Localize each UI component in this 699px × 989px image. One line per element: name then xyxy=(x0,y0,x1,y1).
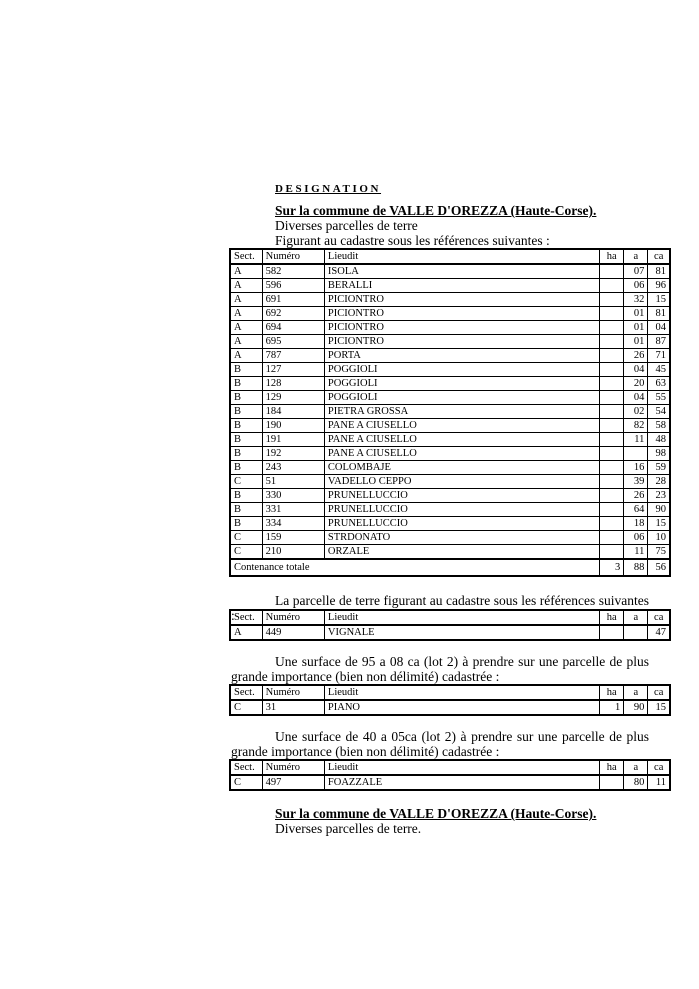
cell-numero: 51 xyxy=(262,475,324,489)
table-header-row xyxy=(230,685,670,700)
cadastre-table-section2 xyxy=(229,609,671,641)
table-row xyxy=(230,447,670,461)
table-row xyxy=(230,625,670,640)
cell-sect: B xyxy=(230,363,262,377)
cell-a: 01 xyxy=(624,335,648,349)
col-numero-header: Numéro xyxy=(262,249,324,264)
cell-ha xyxy=(600,307,624,321)
cell-lieudit: STRDONATO xyxy=(324,531,599,545)
section4-intro: Une surface de 40 a 05ca (lot 2) à prendre sur une parcelle de plus grande importance (bien non délimité) cadastrée : xyxy=(231,729,649,759)
col-numero-header: Numéro xyxy=(262,760,324,775)
cell-ha xyxy=(600,321,624,335)
table-row xyxy=(230,307,670,321)
cell-sect: C xyxy=(230,700,262,715)
cell-lieudit: PICIONTRO xyxy=(324,321,599,335)
cell-ha xyxy=(600,377,624,391)
cell-sect: C xyxy=(230,475,262,489)
cell-ha xyxy=(600,349,624,363)
cell-numero: 691 xyxy=(262,293,324,307)
cell-ca: 11 xyxy=(648,775,670,790)
cell-lieudit: COLOMBAJE xyxy=(324,461,599,475)
cell-ca: 55 xyxy=(648,391,670,405)
cell-sect: A xyxy=(230,321,262,335)
cell-ca: 54 xyxy=(648,405,670,419)
cell-a: 11 xyxy=(624,433,648,447)
cell-lieudit: PIETRA GROSSA xyxy=(324,405,599,419)
cell-lieudit: ORZALE xyxy=(324,545,599,560)
cell-ha xyxy=(600,363,624,377)
cell-lieudit: FOAZZALE xyxy=(324,775,599,790)
cell-a: 02 xyxy=(624,405,648,419)
cell-a: 80 xyxy=(624,775,648,790)
table-row xyxy=(230,377,670,391)
cell-ca: 90 xyxy=(648,503,670,517)
cell-sect: B xyxy=(230,377,262,391)
cell-a: 01 xyxy=(624,307,648,321)
cell-numero: 692 xyxy=(262,307,324,321)
cell-lieudit: POGGIOLI xyxy=(324,391,599,405)
commune-title: Sur la commune de VALLE D'OREZZA (Haute-Corse). xyxy=(275,203,597,218)
cell-numero: 127 xyxy=(262,363,324,377)
cell-numero: 330 xyxy=(262,489,324,503)
cell-ha xyxy=(600,461,624,475)
cell-a: 01 xyxy=(624,321,648,335)
cell-lieudit: VADELLO CEPPO xyxy=(324,475,599,489)
cell-sect: A xyxy=(230,264,262,279)
cell-ca: 71 xyxy=(648,349,670,363)
cell-ha xyxy=(600,419,624,433)
cell-ha xyxy=(600,293,624,307)
table-row xyxy=(230,405,670,419)
cell-sect: A xyxy=(230,307,262,321)
cell-numero: 243 xyxy=(262,461,324,475)
table-header-row xyxy=(230,249,670,264)
cell-numero: 497 xyxy=(262,775,324,790)
table-row xyxy=(230,321,670,335)
cell-lieudit: PRUNELLUCCIO xyxy=(324,503,599,517)
cell-ha xyxy=(600,625,624,640)
cell-lieudit: ISOLA xyxy=(324,264,599,279)
cell-numero: 31 xyxy=(262,700,324,715)
col-sect-header: Sect. xyxy=(230,610,262,625)
table-row xyxy=(230,489,670,503)
cell-ca: 98 xyxy=(648,447,670,461)
cell-a: 04 xyxy=(624,391,648,405)
cell-ha xyxy=(600,264,624,279)
cell-sect: A xyxy=(230,349,262,363)
cell-sect: B xyxy=(230,489,262,503)
table-row xyxy=(230,775,670,790)
cell-lieudit: PICIONTRO xyxy=(324,335,599,349)
col-numero-header: Numéro xyxy=(262,610,324,625)
cell-a: 04 xyxy=(624,363,648,377)
col-ca-header: ca xyxy=(648,249,670,264)
cell-ca: 10 xyxy=(648,531,670,545)
cell-ca: 58 xyxy=(648,419,670,433)
cell-sect: B xyxy=(230,391,262,405)
table-row xyxy=(230,517,670,531)
cell-lieudit: PICIONTRO xyxy=(324,293,599,307)
cell-a: 16 xyxy=(624,461,648,475)
col-ha-header: ha xyxy=(600,760,624,775)
cell-sect: B xyxy=(230,461,262,475)
cell-sect: B xyxy=(230,433,262,447)
col-a-header: a xyxy=(624,685,648,700)
cell-numero: 184 xyxy=(262,405,324,419)
cell-numero: 331 xyxy=(262,503,324,517)
cell-lieudit: PANE A CIUSELLO xyxy=(324,433,599,447)
cell-ca: 47 xyxy=(648,625,670,640)
col-a-header: a xyxy=(624,760,648,775)
cell-numero: 695 xyxy=(262,335,324,349)
cell-ha xyxy=(600,405,624,419)
col-lieudit-header: Lieudit xyxy=(324,610,599,625)
cell-ca: 81 xyxy=(648,264,670,279)
cell-numero: 192 xyxy=(262,447,324,461)
table-row xyxy=(230,279,670,293)
cell-ca: 15 xyxy=(648,517,670,531)
cell-numero: 582 xyxy=(262,264,324,279)
table-row xyxy=(230,391,670,405)
cell-sect: A xyxy=(230,293,262,307)
table-row xyxy=(230,335,670,349)
cell-a: 32 xyxy=(624,293,648,307)
intro-line-2: Figurant au cadastre sous les références suivantes : xyxy=(275,233,550,248)
cell-ha xyxy=(600,775,624,790)
table-row xyxy=(230,433,670,447)
cell-sect: B xyxy=(230,419,262,433)
cell-ha xyxy=(600,503,624,517)
cell-numero: 449 xyxy=(262,625,324,640)
cell-lieudit: PANE A CIUSELLO xyxy=(324,447,599,461)
cell-a: 07 xyxy=(624,264,648,279)
cell-numero: 210 xyxy=(262,545,324,560)
col-ha-header: ha xyxy=(600,610,624,625)
table-row xyxy=(230,419,670,433)
col-ha-header: ha xyxy=(600,685,624,700)
col-ha-header: ha xyxy=(600,249,624,264)
cell-ha xyxy=(600,475,624,489)
cell-ca: 63 xyxy=(648,377,670,391)
cell-ca: 04 xyxy=(648,321,670,335)
cell-lieudit: PICIONTRO xyxy=(324,307,599,321)
cell-a: 18 xyxy=(624,517,648,531)
cell-ca: 15 xyxy=(648,293,670,307)
cell-lieudit: PRUNELLUCCIO xyxy=(324,517,599,531)
cell-ca: 59 xyxy=(648,461,670,475)
cadastre-table-main xyxy=(229,248,671,577)
table-row xyxy=(230,503,670,517)
total-ha: 3 xyxy=(600,559,624,576)
cell-sect: C xyxy=(230,775,262,790)
cell-ca: 28 xyxy=(648,475,670,489)
col-sect-header: Sect. xyxy=(230,685,262,700)
cell-a: 90 xyxy=(624,700,648,715)
cell-lieudit: PANE A CIUSELLO xyxy=(324,419,599,433)
cell-numero: 787 xyxy=(262,349,324,363)
cell-ha xyxy=(600,545,624,560)
table-row xyxy=(230,349,670,363)
cell-sect: B xyxy=(230,405,262,419)
col-numero-header: Numéro xyxy=(262,685,324,700)
table-header-row xyxy=(230,610,670,625)
table-row xyxy=(230,545,670,560)
cell-numero: 191 xyxy=(262,433,324,447)
closing-line: Diverses parcelles de terre. xyxy=(275,821,422,836)
col-a-header: a xyxy=(624,249,648,264)
cell-numero: 334 xyxy=(262,517,324,531)
cell-sect: B xyxy=(230,517,262,531)
total-row xyxy=(230,559,670,576)
cell-a: 06 xyxy=(624,531,648,545)
col-ca-header: ca xyxy=(648,760,670,775)
col-sect-header: Sect. xyxy=(230,760,262,775)
col-ca-header: ca xyxy=(648,685,670,700)
table-row xyxy=(230,700,670,715)
table-row xyxy=(230,363,670,377)
cadastre-table-section4 xyxy=(229,759,671,791)
cell-lieudit: PRUNELLUCCIO xyxy=(324,489,599,503)
table-row xyxy=(230,475,670,489)
cell-ca: 87 xyxy=(648,335,670,349)
cell-ha xyxy=(600,517,624,531)
col-lieudit-header: Lieudit xyxy=(324,249,599,264)
cell-ca: 96 xyxy=(648,279,670,293)
cell-ha xyxy=(600,335,624,349)
cell-a: 26 xyxy=(624,349,648,363)
cell-sect: C xyxy=(230,531,262,545)
total-label: Contenance totale xyxy=(230,559,600,576)
cell-ca: 23 xyxy=(648,489,670,503)
cell-a: 82 xyxy=(624,419,648,433)
cell-ca: 45 xyxy=(648,363,670,377)
cell-ca: 15 xyxy=(648,700,670,715)
cell-a: 06 xyxy=(624,279,648,293)
cell-lieudit: PIANO xyxy=(324,700,599,715)
col-lieudit-header: Lieudit xyxy=(324,760,599,775)
col-lieudit-header: Lieudit xyxy=(324,685,599,700)
cell-a: 20 xyxy=(624,377,648,391)
cell-lieudit: BERALLI xyxy=(324,279,599,293)
cell-ha xyxy=(600,433,624,447)
cell-ha xyxy=(600,391,624,405)
cell-lieudit: POGGIOLI xyxy=(324,377,599,391)
cell-a xyxy=(624,447,648,461)
cell-ca: 48 xyxy=(648,433,670,447)
cell-numero: 128 xyxy=(262,377,324,391)
cell-ha: 1 xyxy=(600,700,624,715)
table-row xyxy=(230,293,670,307)
cell-numero: 190 xyxy=(262,419,324,433)
cell-ha xyxy=(600,447,624,461)
cell-a: 39 xyxy=(624,475,648,489)
cell-sect: A xyxy=(230,335,262,349)
table-header-row xyxy=(230,760,670,775)
cell-numero: 159 xyxy=(262,531,324,545)
intro-line-1: Diverses parcelles de terre xyxy=(275,218,418,233)
section3-intro: Une surface de 95 a 08 ca (lot 2) à prendre sur une parcelle de plus grande importance (bien non délimité) cadastrée : xyxy=(231,654,649,684)
col-sect-header: Sect. xyxy=(230,249,262,264)
cell-sect: B xyxy=(230,503,262,517)
cell-lieudit: POGGIOLI xyxy=(324,363,599,377)
cell-numero: 129 xyxy=(262,391,324,405)
total-ca: 56 xyxy=(648,559,670,576)
cell-lieudit: VIGNALE xyxy=(324,625,599,640)
cell-ca: 75 xyxy=(648,545,670,560)
cell-sect: B xyxy=(230,447,262,461)
cell-sect: A xyxy=(230,279,262,293)
cadastre-table-section3 xyxy=(229,684,671,716)
cell-numero: 596 xyxy=(262,279,324,293)
cell-a xyxy=(624,625,648,640)
table-row xyxy=(230,531,670,545)
cell-lieudit: PORTA xyxy=(324,349,599,363)
cell-ha xyxy=(600,489,624,503)
cell-a: 26 xyxy=(624,489,648,503)
table-row xyxy=(230,461,670,475)
total-a: 88 xyxy=(624,559,648,576)
cell-a: 64 xyxy=(624,503,648,517)
table-row xyxy=(230,264,670,279)
cell-ca: 81 xyxy=(648,307,670,321)
section2-intro: La parcelle de terre figurant au cadastre sous les références suivantes : xyxy=(231,593,649,623)
cell-numero: 694 xyxy=(262,321,324,335)
designation-heading: DESIGNATION xyxy=(275,183,382,195)
closing-commune-title: Sur la commune de VALLE D'OREZZA (Haute-Corse). xyxy=(275,806,597,821)
cell-ha xyxy=(600,531,624,545)
cell-ha xyxy=(600,279,624,293)
col-ca-header: ca xyxy=(648,610,670,625)
col-a-header: a xyxy=(624,610,648,625)
cell-sect: C xyxy=(230,545,262,560)
cell-a: 11 xyxy=(624,545,648,560)
cell-sect: A xyxy=(230,625,262,640)
